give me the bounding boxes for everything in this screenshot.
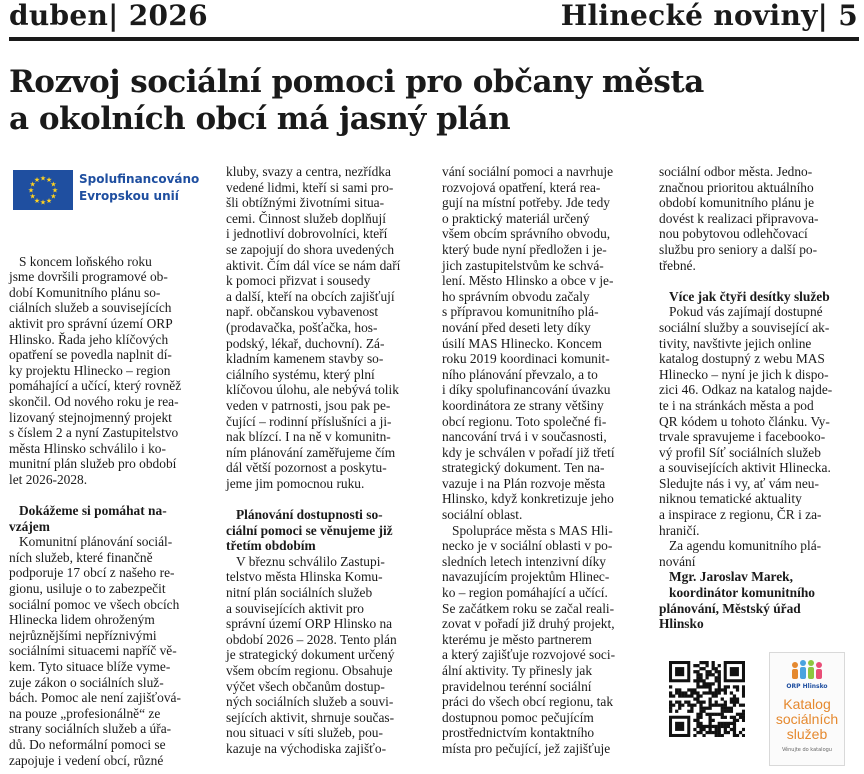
text-line: klíčovou úlohu, ale nebývá tolik bbox=[226, 382, 399, 398]
text-line: zici 46. Odkaz na katalog najde- bbox=[659, 382, 833, 398]
subheading-line: Hlinsko bbox=[659, 616, 704, 632]
subheading-line: Dokážeme si pomáhat na- bbox=[19, 503, 167, 519]
text-line: nancování trvá i v současnosti, bbox=[442, 429, 607, 445]
eu-star-icon: ★ bbox=[27, 186, 35, 195]
text-line: tivity, navštivte jejich online bbox=[659, 335, 812, 351]
text-line: vání sociální pomoci a navrhuje bbox=[442, 164, 614, 179]
text-line: dostupnou pomoc pečujícím bbox=[442, 709, 594, 725]
text-line: kdy je schválen v pořadí již třetí bbox=[442, 444, 615, 460]
text-line: s číslem 2 a nyní Zastupitelstvo bbox=[9, 425, 179, 441]
eu-star-icon: ★ bbox=[45, 196, 53, 205]
text-line: sociálními situacemi napříč vě- bbox=[9, 643, 177, 659]
paragraph-gap bbox=[226, 491, 431, 507]
catalog-cover-image[interactable] bbox=[769, 652, 845, 766]
text-line: období 2026 – 2028. Tento plán bbox=[226, 631, 397, 647]
text-line: obcí regionu. Toto společné fi- bbox=[442, 413, 607, 429]
text-line: sociální služby a související ak- bbox=[659, 319, 830, 335]
eu-star-icon: ★ bbox=[39, 198, 47, 207]
text-line: výčet všech občanům dostup- bbox=[226, 678, 385, 694]
text-line: te i na stránkách města a pod bbox=[659, 397, 814, 413]
text-line: nitní plán sociálních služeb bbox=[226, 585, 373, 601]
text-line: veden v patrnosti, jsou pak pe- bbox=[226, 397, 391, 413]
text-line: lení. Město Hlinsko a obce v je- bbox=[442, 273, 614, 289]
article-headline bbox=[9, 64, 859, 138]
issue-date: duben| 2026 bbox=[9, 0, 208, 32]
headline-line-2: a okolních obcí má jasný plán bbox=[9, 101, 511, 137]
text-line: dál větší pozornost a poskytu- bbox=[226, 460, 387, 476]
text-line: jeme jim pomocnou ruku. bbox=[226, 475, 365, 491]
text-line: Komunitní plánování sociál- bbox=[19, 534, 173, 550]
text-line: nejrůznějšími nepříznivými bbox=[9, 627, 157, 643]
text-line: Hlinecka lidem ohroženým bbox=[9, 612, 155, 628]
text-line: pomáhající a učící, který rovněž bbox=[9, 378, 182, 394]
text-line: vazuje i na Plán rozvoje města bbox=[442, 475, 606, 491]
text-line: a souvisejících aktivit pro bbox=[226, 600, 364, 616]
article-column-3 bbox=[442, 164, 647, 757]
text-line: prostřednictvím kontaktního bbox=[442, 725, 595, 741]
subheading-line: ciální pomoci se věnujeme již bbox=[226, 522, 393, 538]
text-line: bách. Pomoc ale není zajišťová- bbox=[9, 690, 181, 706]
text-line: zuje zákon o sociálních služ- bbox=[9, 674, 164, 690]
text-line: cemi. Činnost služeb doplňují bbox=[226, 210, 386, 226]
text-line: zovat v pořadí již druhý projekt, bbox=[442, 616, 615, 632]
subheading-line: plánování, Městský úřad bbox=[659, 600, 801, 616]
eu-star-icon: ★ bbox=[29, 180, 36, 189]
text-line: aktivit. Čím dál více se nám daří bbox=[226, 257, 401, 273]
text-line: a souvisejících aktivit Hlinecka. bbox=[659, 460, 831, 476]
text-line: o praktický materiál určený bbox=[442, 210, 590, 226]
page-header bbox=[9, 0, 859, 36]
subheading-line: vzájem bbox=[9, 518, 50, 534]
text-line: značnou prioritou aktuálního bbox=[659, 179, 814, 195]
text-line: úsilí MAS Hlinecko. Koncem bbox=[442, 335, 602, 351]
catalog-logo-text: ORP Hlinsko bbox=[786, 683, 828, 690]
article-column-1 bbox=[9, 160, 214, 768]
text-line: Spolupráce města s MAS Hli- bbox=[452, 522, 613, 538]
text-line: i jednotliví dobrovolníci, kteří bbox=[226, 226, 388, 242]
text-line: gionu, usiluje o to zabezpečit bbox=[9, 581, 166, 597]
text-line: dů. Do neformální pomoci se bbox=[9, 737, 166, 752]
text-line: Sledujte nás i vy, ať vám neu- bbox=[659, 475, 819, 491]
text-line: nování bbox=[659, 553, 696, 569]
eu-star-icon: ★ bbox=[33, 176, 41, 185]
text-line: všem obcím správního obvodu, bbox=[442, 226, 611, 242]
text-line: nou pobytovou odlehčovací bbox=[659, 226, 808, 242]
text-line: Hlinsko. Řada jeho klíčových bbox=[9, 331, 169, 347]
text-line: období komunitního plánu je bbox=[659, 195, 815, 211]
paragraph-gap bbox=[659, 273, 864, 289]
text-line: nování před deseti lety díky bbox=[442, 319, 591, 335]
text-line: telstvo města Hlinska Komu- bbox=[226, 569, 383, 585]
text-line: třebné. bbox=[659, 257, 696, 273]
text-line: ální aktivity. Ty přinesly jak bbox=[442, 663, 593, 678]
text-line: nak blízcí. I na ně v komunitn- bbox=[226, 429, 391, 445]
text-line: ním plánování zaměřujeme čím bbox=[226, 444, 396, 460]
text-line: sociální odbor města. Jedno- bbox=[659, 164, 813, 179]
text-line: strategický dokument. Ten na- bbox=[442, 460, 605, 476]
text-line: službu pro seniory a další po- bbox=[659, 241, 818, 257]
text-line: ního plánování převzalo, a to bbox=[442, 366, 598, 382]
text-line: roku 2019 koordinaci komunit- bbox=[442, 351, 610, 367]
text-line: skončil. Od nového roku je rea- bbox=[9, 393, 179, 409]
article-column-4 bbox=[659, 164, 864, 632]
text-line: a inspirace z regionu, ČR i za- bbox=[659, 507, 822, 523]
text-line: i díky spolufinancování úvazku bbox=[442, 382, 611, 398]
text-line: V březnu schválilo Zastupi- bbox=[236, 553, 385, 569]
text-line: (prodavačka, pošťačka, hos- bbox=[226, 319, 378, 335]
eu-star-icon: ★ bbox=[29, 192, 36, 201]
text-line: kterému je město partnerem bbox=[442, 631, 592, 647]
text-line: čující – rodinní příslušníci a ji- bbox=[226, 413, 392, 429]
text-line: dobí Komunitního plánu so- bbox=[9, 284, 161, 300]
eu-star-icon: ★ bbox=[50, 192, 57, 201]
text-line: strany sociálních služeb a úřa- bbox=[9, 721, 172, 737]
text-line: kluby, svazy a centra, nezřídka bbox=[226, 164, 391, 179]
text-line: práci do všech obcí regionu, tak bbox=[442, 694, 614, 710]
text-line: sejících aktivit, shrnuje součas- bbox=[226, 709, 395, 725]
text-line: ciálního systému, který plní bbox=[226, 366, 375, 382]
text-line: navazujícím projektům Hlinec- bbox=[442, 569, 610, 585]
eu-logo-text-1: Spolufinancováno bbox=[79, 172, 200, 186]
text-line: opatření se povedla naplnit dí- bbox=[9, 347, 172, 363]
newspaper-name-page: Hlinecké noviny| 5 bbox=[560, 0, 858, 32]
catalog-title: Katalog sociálních služeb bbox=[775, 696, 839, 742]
text-line: šli obtížnými životními situa- bbox=[226, 195, 385, 211]
text-line: Pokud vás zajímají dostupné bbox=[669, 304, 823, 320]
text-line: podský, lékař, duchovní). Zá- bbox=[226, 335, 385, 351]
text-line: nou situaci v síti služeb, pou- bbox=[226, 725, 383, 741]
text-line: např. občanskou vybavenost bbox=[226, 304, 379, 320]
text-line: sledních letech intenzivní díky bbox=[442, 553, 606, 569]
subheading-line: Mgr. Jaroslav Marek, bbox=[669, 569, 793, 585]
text-line: k pomoci přizvat i sousedy bbox=[226, 273, 371, 289]
eu-flag-icon bbox=[13, 170, 73, 210]
text-line: všem obcím regionu. Obsahuje bbox=[226, 663, 393, 678]
paragraph-gap bbox=[9, 238, 214, 254]
text-line: let 2026-2028. bbox=[9, 471, 88, 487]
text-line: který bude nyní předložen i je- bbox=[442, 241, 607, 257]
text-line: pravidelnou terénní sociální bbox=[442, 678, 592, 694]
eu-star-icon: ★ bbox=[50, 180, 57, 189]
text-line: dovést k realizaci připravova- bbox=[659, 210, 819, 226]
text-line: Se začátkem roku se začal reali- bbox=[442, 600, 615, 616]
text-line: Za agendu komunitního plá- bbox=[669, 538, 822, 554]
text-line: vedené lidmi, kteří si sami pro- bbox=[226, 179, 394, 195]
eu-star-icon: ★ bbox=[39, 174, 47, 183]
text-line: a který zajišťuje rozvojové soci- bbox=[442, 647, 616, 663]
text-line: lizovaný stejnojmenný projekt bbox=[9, 409, 172, 425]
eu-cofunding-logo bbox=[9, 160, 209, 207]
subheading-line: koordinátor komunitního bbox=[669, 585, 815, 601]
text-line: necko je v sociální oblasti v po- bbox=[442, 538, 613, 554]
text-line: a další, kteří na obcích zajišťují bbox=[226, 288, 395, 304]
text-line: niknou tematické aktuality bbox=[659, 491, 802, 507]
headline-line-1: Rozvoj sociální pomoci pro občany města bbox=[9, 64, 704, 100]
paragraph-gap bbox=[9, 488, 214, 504]
text-line: zapojuje i vedení obcí, různé bbox=[9, 752, 164, 768]
eu-star-icon: ★ bbox=[51, 186, 59, 195]
eu-logo-text-2: Evropskou unií bbox=[79, 189, 179, 203]
text-line: ho správním obvodu začaly bbox=[442, 288, 590, 304]
text-line: ných sociálních služeb a souvi- bbox=[226, 694, 394, 710]
text-line: QR kódem u tohoto článku. Vy- bbox=[659, 413, 830, 429]
catalog-logo-people-icon bbox=[789, 659, 825, 681]
eu-star-icon: ★ bbox=[45, 176, 53, 185]
subheading-line: Plánování dostupnosti so- bbox=[236, 507, 383, 523]
text-line: ních služeb, které finančně bbox=[9, 549, 153, 565]
text-line: rozvojová opatření, která rea- bbox=[442, 179, 601, 195]
text-line: munitní plán služeb pro období bbox=[9, 456, 177, 472]
text-line: kem. Tyto situace blíže vyme- bbox=[9, 659, 171, 675]
text-line: katalog dostupný z webu MAS bbox=[659, 351, 825, 367]
text-line: sociální pomoc ve všech obcích bbox=[9, 596, 180, 612]
text-line: kazuje na východiska zajišťo- bbox=[226, 740, 387, 756]
subheading-line: třetím obdobím bbox=[226, 538, 316, 554]
text-line: správní území ORP Hlinsko na bbox=[226, 616, 393, 632]
text-line: gují na místní potřeby. Jde tedy bbox=[442, 195, 610, 211]
qr-code-icon[interactable] bbox=[669, 661, 745, 737]
eu-star-icon: ★ bbox=[33, 196, 41, 205]
text-line: na pouze „profesionálně“ ze bbox=[9, 705, 161, 721]
subheading-line: Více jak čtyři desítky služeb bbox=[669, 288, 830, 304]
text-line: podporuje 17 obcí z našeho re- bbox=[9, 565, 175, 581]
text-line: jsme dovršili programové ob- bbox=[9, 269, 168, 285]
text-line: jich zastupitelstvům ke schvá- bbox=[442, 257, 604, 273]
text-line: koordinátora ze strany většiny bbox=[442, 397, 604, 413]
catalog-subtitle: Věnujte do katalogu bbox=[782, 747, 832, 753]
text-line: hraničí. bbox=[659, 522, 700, 538]
text-line: se zapojují do shora uvedených bbox=[226, 241, 395, 257]
text-line: ko – region pomáhající a učící. bbox=[442, 585, 608, 601]
text-line: města Hlinsko schválilo i ko- bbox=[9, 440, 166, 456]
text-line: S koncem loňského roku bbox=[19, 253, 152, 269]
text-line: kladním kamenem stavby so- bbox=[226, 351, 384, 367]
text-line: místa pro pečující, jež zajišťuje bbox=[442, 740, 611, 756]
text-line: Hlinsko, když konkretizuje jeho bbox=[442, 491, 614, 507]
article-column-2 bbox=[226, 164, 431, 757]
text-line: ky projektu Hlinecko – region bbox=[9, 362, 171, 378]
text-line: aktivit pro správní území ORP bbox=[9, 315, 173, 331]
text-line: ciálních služeb a souvisejících bbox=[9, 300, 172, 316]
text-line: vý profil Síť sociálních služeb bbox=[659, 444, 821, 460]
header-rule bbox=[9, 37, 859, 41]
text-line: je strategický dokument určený bbox=[226, 647, 395, 663]
text-line: trvale spravujeme i facebooko- bbox=[659, 429, 826, 445]
text-line: sociální oblast. bbox=[442, 507, 523, 523]
text-line: s přípravou komunitního plá- bbox=[442, 304, 599, 320]
text-line: Hlinecko – nyní je jich k dispo- bbox=[659, 366, 829, 382]
